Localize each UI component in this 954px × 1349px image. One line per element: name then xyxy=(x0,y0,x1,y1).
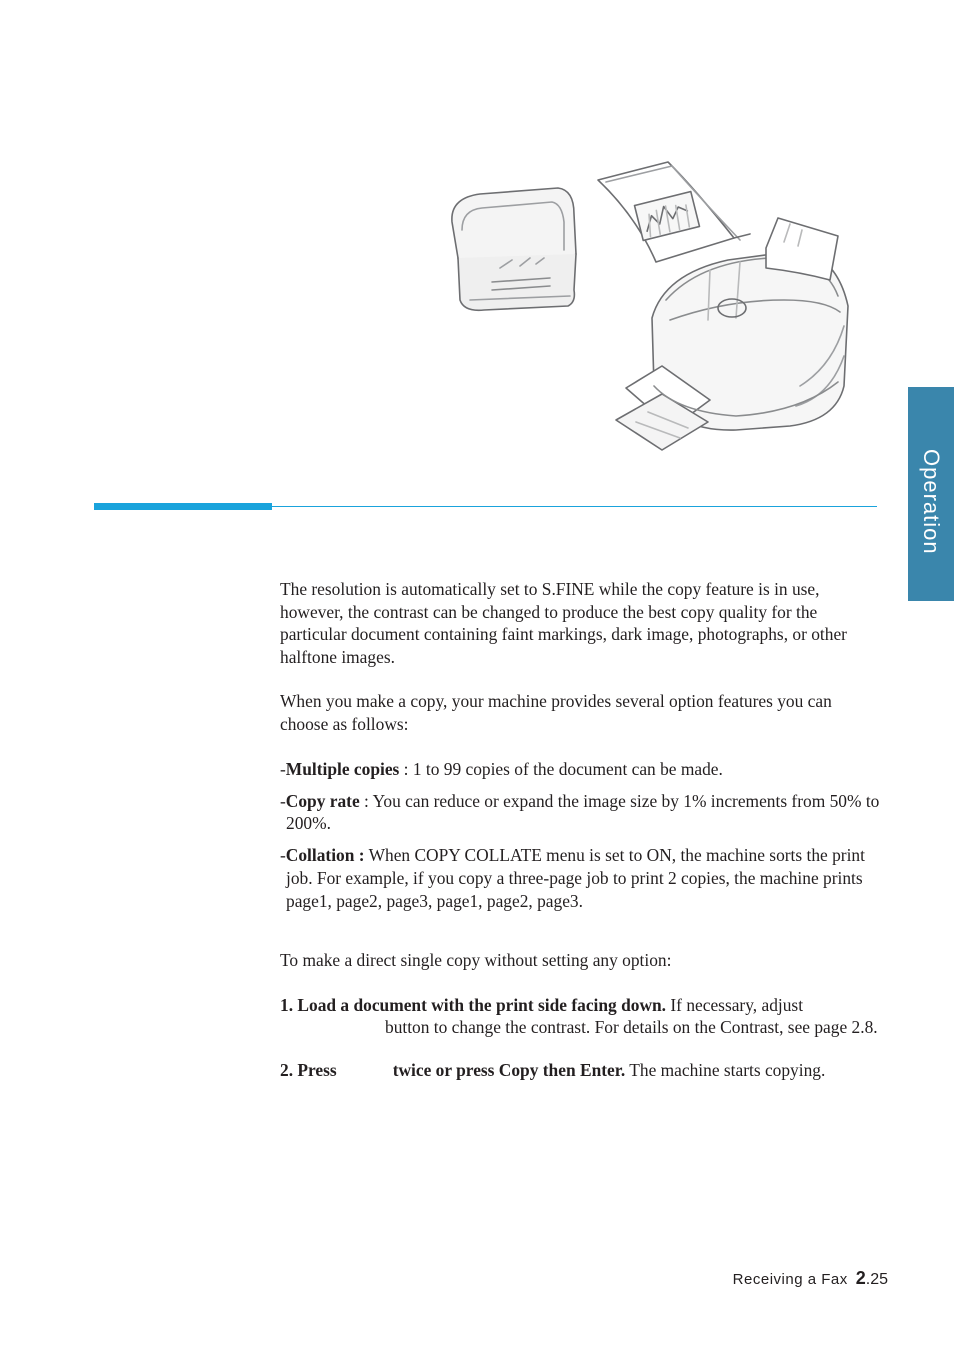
step-text: button to change the contrast. For details on the Contrast, see page 2.8. xyxy=(385,1017,878,1038)
fax-machine-copy-illustration xyxy=(440,150,860,460)
footer-page-number: .25 xyxy=(865,1271,888,1288)
option-collation: -Collation : When COPY COLLATE menu is set to ON, the machine sorts the print job. For example, if you copy a three-page job to print 2 copies, the machine prints page1, page2, page3, page1, page2, page3. xyxy=(280,845,865,911)
step-2 xyxy=(280,1059,880,1082)
step-bold-text: Press xyxy=(297,1059,337,1080)
option-label: Multiple copies xyxy=(285,758,400,779)
step-number: 2. xyxy=(280,1059,294,1080)
option-text: : You can reduce or expand the image size by 1% increments from 50% to 200%. xyxy=(286,790,880,834)
intro-paragraph: The resolution is automatically set to S.FINE while the copy feature is in use, however, the contrast can be changed to produce the best copy quality for the particular document containing faint markings, dark image, photographs, or other halftone images. xyxy=(280,579,847,667)
chapter-side-tab-label: Operation xyxy=(919,449,944,555)
options-intro-paragraph: When you make a copy, your machine provides several option features you can choose as follows: xyxy=(280,691,832,734)
direct-copy-intro: To make a direct single copy without setting any option: xyxy=(280,950,672,971)
step-bold-text: Load a document with the print side facing down. xyxy=(297,994,667,1015)
step-bold-text: twice or press Copy then Enter. xyxy=(392,1059,626,1080)
option-label: Copy rate xyxy=(285,790,360,811)
footer-section-title: Receiving a Fax xyxy=(732,1271,848,1288)
section-rule-accent xyxy=(94,503,272,510)
section-rule-line xyxy=(272,506,877,507)
footer-chapter-number: 2 xyxy=(855,1268,866,1288)
main-content xyxy=(280,578,880,1102)
option-copy-rate: -Copy rate : You can reduce or expand the image size by 1% increments from 50% to 200%. xyxy=(280,790,880,834)
page-footer xyxy=(733,1268,888,1289)
option-text: When COPY COLLATE menu is set to ON, the machine sorts the print job. For example, if you copy a three-page job to print 2 copies, the machine prints page1, page2, page3, page1, page2, page3. xyxy=(286,845,865,911)
step-number: 1. xyxy=(280,994,294,1015)
step-text: The machine starts copying. xyxy=(625,1059,826,1080)
option-label: Collation : xyxy=(285,845,365,866)
option-text: : 1 to 99 copies of the document can be made. xyxy=(399,758,723,779)
option-multiple-copies: -Multiple copies : 1 to 99 copies of the document can be made. xyxy=(280,758,723,779)
step-1 xyxy=(280,994,880,1039)
chapter-side-tab xyxy=(908,387,954,601)
step-text: If necessary, adjust xyxy=(666,994,804,1015)
